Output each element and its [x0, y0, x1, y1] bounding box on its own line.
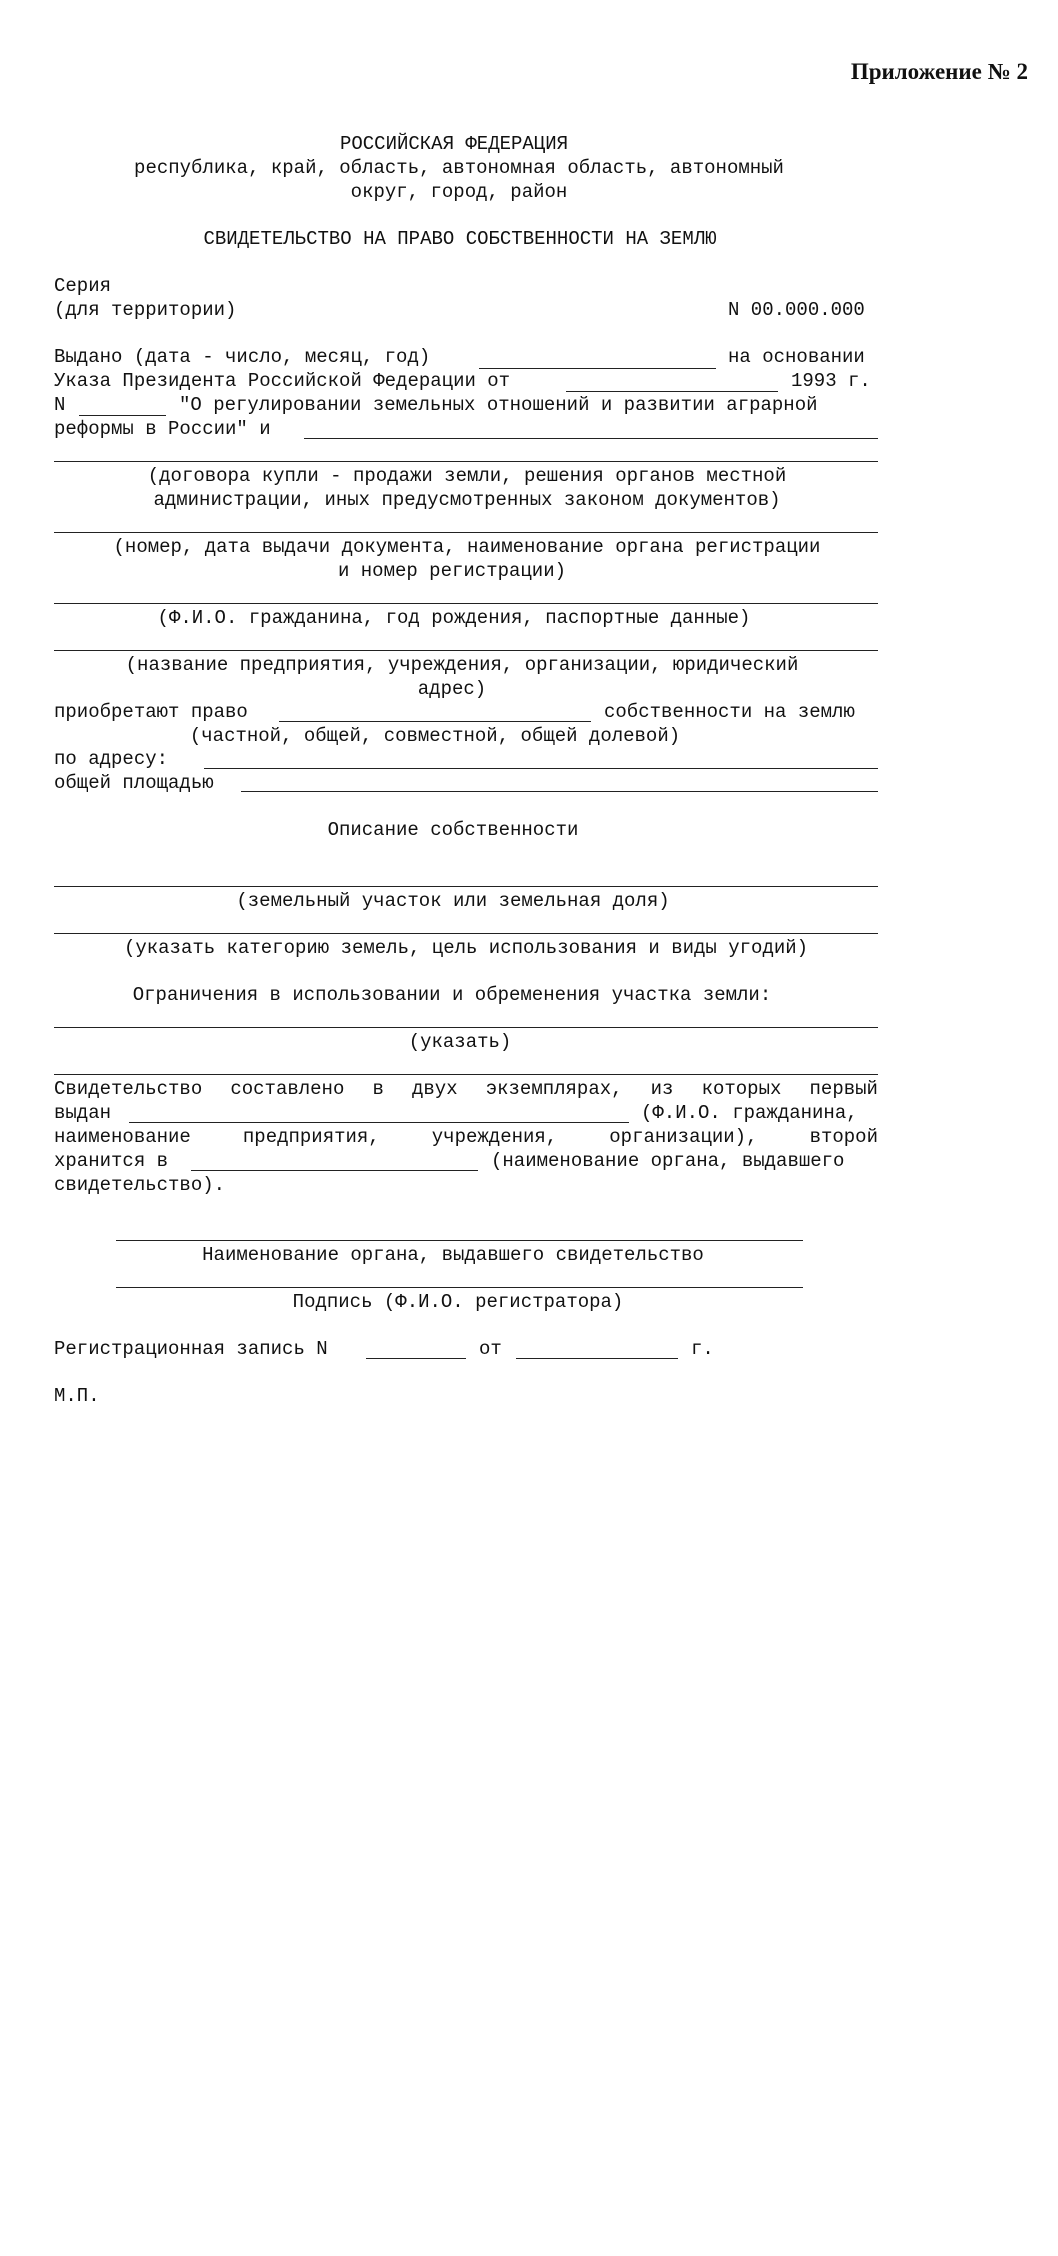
decree-date-field[interactable] — [566, 391, 778, 392]
docs-caption-2: администрации, иных предусмотренных законом документов) — [153, 489, 781, 511]
copies-line-5: свидетельство). — [54, 1174, 226, 1196]
decree-title: "О регулировании земельных отношений и развитии аграрной — [179, 394, 818, 416]
copies-word: первый — [809, 1078, 878, 1100]
ownership-type-field[interactable] — [279, 721, 591, 722]
restrictions-heading: Ограничения в использовании и обременения участка земли: — [132, 984, 772, 1006]
first-copy-holder-field[interactable] — [129, 1122, 629, 1123]
copies-word: учреждения, — [431, 1126, 558, 1148]
restrictions-field-2[interactable] — [54, 1074, 878, 1075]
stamp-place: М.П. — [54, 1385, 100, 1407]
restrictions-field[interactable] — [54, 1027, 878, 1028]
kept-in-note: (наименование органа, выдавшего — [491, 1150, 845, 1172]
registrar-caption: Подпись (Ф.И.О. регистратора) — [292, 1291, 624, 1313]
copies-word: двух — [412, 1078, 458, 1100]
specify-caption: (указать) — [408, 1031, 512, 1053]
issued-date-field[interactable] — [479, 368, 716, 369]
basis-documents-field[interactable] — [54, 461, 878, 462]
registrar-signature-field[interactable] — [116, 1287, 803, 1288]
address-field[interactable] — [204, 768, 878, 769]
reg-caption-2: и номер регистрации) — [337, 560, 567, 582]
document-title: СВИДЕТЕЛЬСТВО НА ПРАВО СОБСТВЕННОСТИ НА ЗЕМЛЮ — [203, 228, 717, 250]
region-line-2: округ, город, район — [350, 181, 568, 203]
authority-caption: Наименование органа, выдавшего свидетельство — [202, 1244, 704, 1266]
issued-to-note: (Ф.И.О. гражданина, — [641, 1102, 858, 1124]
issued-label: Выдано (дата - число, месяц, год) — [54, 346, 431, 368]
docs-caption-1: (договора купли - продажи земли, решения органов местной — [147, 465, 787, 487]
second-copy-holder-field[interactable] — [191, 1170, 478, 1171]
copies-word: из — [650, 1078, 674, 1100]
registration-from-label: от — [479, 1338, 502, 1360]
citizen-caption: (Ф.И.О. гражданина, год рождения, паспортные данные) — [157, 607, 751, 629]
registration-year-suffix: г. — [691, 1338, 714, 1360]
authority-name-field[interactable] — [116, 1240, 803, 1241]
address-label: по адресу: — [54, 748, 169, 770]
basis-label: на основании — [728, 346, 865, 368]
copies-word: экземплярах, — [485, 1078, 623, 1100]
citizen-field[interactable] — [54, 603, 878, 604]
issued-to-label: выдан — [54, 1102, 112, 1124]
org-caption-1: (название предприятия, учреждения, организации, юридический — [125, 654, 799, 676]
additional-basis-field[interactable] — [304, 438, 878, 439]
category-caption: (указать категорию земель, цель использования и виды угодий) — [123, 937, 809, 959]
copies-line-3 — [54, 1125, 878, 1149]
description-heading: Описание собственности — [327, 819, 579, 841]
copies-word: которых — [701, 1078, 782, 1100]
ownership-kinds-caption: (частной, общей, совместной, общей долевой) — [189, 725, 681, 747]
ownership-label: собственности на землю — [604, 701, 855, 723]
registration-document-field[interactable] — [54, 532, 878, 533]
land-category-field[interactable] — [54, 933, 878, 934]
acquire-label: приобретают право — [54, 701, 248, 723]
series-number: N 00.000.000 — [728, 299, 865, 321]
plot-field[interactable] — [54, 886, 878, 887]
copies-line-1 — [54, 1077, 878, 1101]
registration-date-field[interactable] — [516, 1358, 678, 1359]
kept-in-label: хранится в — [54, 1150, 169, 1172]
copies-word: организации), — [609, 1126, 758, 1148]
country-name: РОССИЙСКАЯ ФЕДЕРАЦИЯ — [339, 133, 569, 155]
area-field[interactable] — [241, 791, 878, 792]
reg-caption-1: (номер, дата выдачи документа, наименование органа регистрации — [113, 536, 821, 558]
registration-number-field[interactable] — [366, 1358, 466, 1359]
decree-n-label: N — [54, 394, 66, 416]
plot-caption: (земельный участок или земельная доля) — [236, 890, 670, 912]
area-label: общей площадью — [54, 772, 214, 794]
copies-word: наименование — [54, 1126, 191, 1148]
decree-year: 1993 г. — [791, 370, 871, 392]
decree-number-field[interactable] — [79, 415, 166, 416]
organization-field[interactable] — [54, 650, 878, 651]
series-note: (для территории) — [54, 299, 237, 321]
copies-word: Свидетельство — [54, 1078, 203, 1100]
copies-word: второй — [809, 1126, 878, 1148]
decree-prefix: Указа Президента Российской Федерации от — [54, 370, 511, 392]
appendix-label: Приложение № 2 — [850, 59, 1028, 84]
copies-word: составлено — [230, 1078, 345, 1100]
org-caption-2: адрес) — [417, 678, 487, 700]
decree-title-end: реформы в России" и — [54, 418, 271, 440]
copies-word: предприятия, — [242, 1126, 380, 1148]
copies-word: в — [372, 1078, 384, 1100]
series-label: Серия — [54, 275, 112, 297]
registration-label: Регистрационная запись N — [54, 1338, 328, 1360]
region-line-1: республика, край, область, автономная область, автономный — [134, 157, 784, 179]
